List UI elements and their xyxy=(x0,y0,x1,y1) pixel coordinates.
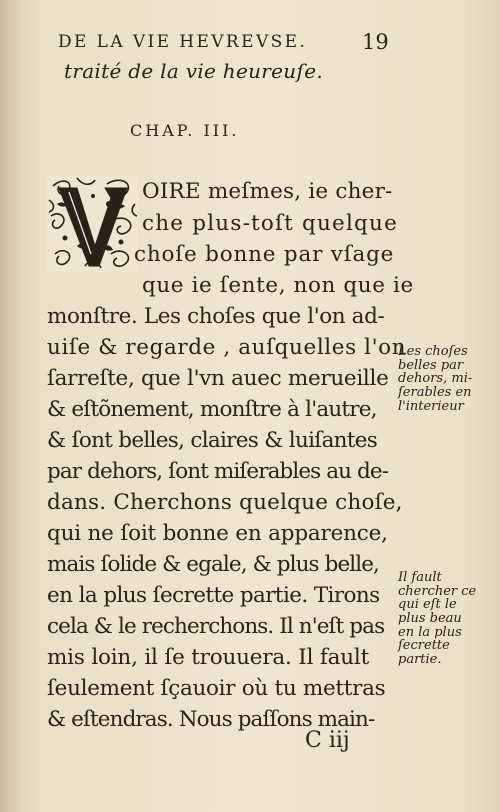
text-line: che plus-toſt quelque xyxy=(142,211,398,236)
text-line: dans. Cherchons quelque choſe, xyxy=(47,490,403,515)
margin-note-line: dehors, mi- xyxy=(398,371,473,387)
text-line: ſarreſte, que l'vn auec merueille xyxy=(47,366,389,391)
text-line: qui ne ſoit bonne en apparence, xyxy=(47,521,388,546)
margin-note-line: qui eſt le xyxy=(398,597,457,613)
text-line: cela & le recherchons. Il n'eſt pas xyxy=(47,614,385,639)
margin-note-line: ſecrette xyxy=(398,638,450,654)
text-line: mais ſolide & egale, & plus belle, xyxy=(47,552,379,577)
text-line: & eſtõnement, monſtre à l'autre, xyxy=(47,397,377,422)
margin-note xyxy=(398,345,472,413)
text-line: en la plus ſecrette partie. Tirons xyxy=(47,583,380,608)
margin-note-line: plus beau xyxy=(398,610,462,626)
margin-note-line: partie. xyxy=(398,651,442,667)
margin-note-line: l'interieur xyxy=(398,398,464,414)
text-line: OIRE meſmes, ie cher- xyxy=(142,179,393,204)
text-line: monſtre. Les choſes que l'on ad- xyxy=(47,304,385,329)
page-number: 19 xyxy=(362,30,389,54)
text-line: que ie ſente, non que ie xyxy=(142,273,414,298)
margin-note-line: Il fault xyxy=(398,570,442,585)
text-line: mis loin, il ſe trouuera. Il fault xyxy=(47,645,370,670)
margin-note-line: en la plus xyxy=(398,624,462,640)
margin-note-line: ſerables en xyxy=(398,384,472,400)
margin-note-line: belles par xyxy=(398,357,464,373)
text-line: par dehors, ſont miſerables au de- xyxy=(47,459,389,484)
margin-note-line: Les choſes xyxy=(398,344,468,359)
text-line: & ſont belles, claires & luiſantes xyxy=(47,428,378,453)
text-line: choſe bonne par vſage xyxy=(134,242,395,267)
signature-mark: C iij xyxy=(305,728,350,753)
margin-note-line: chercher ce xyxy=(398,583,477,599)
text-line: ſeulement ſçauoir où tu mettras xyxy=(47,676,386,701)
ornamental-initial-v-icon xyxy=(47,176,139,272)
margin-note xyxy=(398,571,476,666)
chapter-heading: CHAP. III. xyxy=(130,121,240,140)
text-line: uiſe & regarde , auſquelles l'on xyxy=(47,335,407,360)
chapter-continuation-title: traité de la vie heureuſe. xyxy=(64,59,323,83)
text-line: & eſtendras. Nous paſſons main- xyxy=(47,707,375,732)
running-head: DE LA VIE HEVREVSE. xyxy=(58,32,308,52)
